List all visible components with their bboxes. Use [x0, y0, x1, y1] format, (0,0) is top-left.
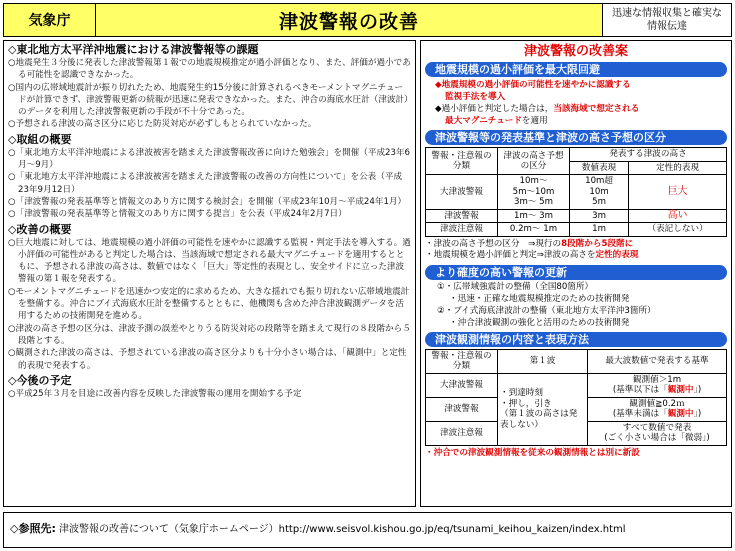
table-cell: 津波注意報 — [426, 223, 498, 237]
table-cell: 津波注意報 — [426, 421, 498, 445]
criteria-note — [425, 239, 727, 262]
reference-footer — [3, 512, 732, 548]
criterion-text: (ごく小さい場合は「微弱」) — [604, 433, 710, 443]
update-item: ・沖合津波観測の強化と活用のための技術開発 — [449, 317, 630, 328]
tagline-line-1: 迅速な情報収集と確実な — [612, 8, 722, 19]
issue-item: ○地震発生３分後に発表した津波警報第１報での地震規模推定が過小評価となり、また、評価が過小である可能性を認識できなかった。 — [8, 58, 411, 81]
table-header: 警報・注意報の分類 — [426, 349, 498, 373]
header-tagline — [603, 4, 731, 36]
improvement-item: ○津波の高さ予想の区分は、津波予測の誤差やとりうる防災対応の段階等を踏まえて現行の８段階から５段階とする。 — [8, 323, 411, 346]
table-cell — [588, 421, 727, 445]
initiative-item: ○「津波警報の発表基準等と情報文のあり方に関する提言」を公表（平成24年2月7日） — [8, 209, 347, 220]
issue-item: ○予想される津波の高さ区分に応じた防災対応が必ずしもとられていなかった。 — [8, 119, 317, 130]
table-cell: 大津波警報 — [426, 175, 498, 210]
max-magnitude-text: 最大マグニチュード — [445, 116, 522, 126]
table-header: 第１波 — [498, 349, 588, 373]
section-issues-heading: ◇東北地方太平洋沖地震における津波警報等の課題 — [8, 43, 259, 56]
tagline-line-2: 情報伝達 — [647, 21, 687, 32]
table-cell: 津波警報 — [426, 397, 498, 421]
table-header: 定性的表現 — [629, 161, 727, 175]
criterion-text: 」) — [693, 385, 702, 395]
section-bar-update: より確度の高い警報の更新 — [425, 265, 727, 280]
table-header: 数値表現 — [570, 161, 629, 175]
monitoring-text: 地震規模の過小評価の可能性を速やかに認識する — [441, 80, 631, 90]
table-header: 津波の高さ予想の区分 — [498, 148, 570, 175]
table-cell: 3m — [570, 209, 629, 223]
agency-name: 気象庁 — [4, 4, 96, 36]
section-bar-criteria: 津波警報等の発表基準と津波の高さ予想の区分 — [425, 130, 727, 145]
page-title: 津波警報の改善 — [96, 4, 603, 36]
reference-label: ◇参照先: — [10, 522, 56, 535]
assumed-area-text: 当該海域で想定される — [553, 104, 640, 114]
table-cell: 10m～ 5m～10m 3m～ 5m — [498, 175, 570, 210]
table-cell: 1m～ 3m — [498, 209, 570, 223]
diamond-bullet-icon: ◆ — [435, 104, 442, 114]
improvement-plan-title: 津波警報の改善案 — [523, 44, 628, 59]
table-header: 最大波数値で発表する基準 — [588, 349, 727, 373]
table-cell — [588, 397, 727, 421]
header — [3, 3, 732, 37]
update-item: ②・ブイ式海底津波計の整備（東北地方太平洋沖3箇所） — [437, 305, 656, 316]
section-improvements-heading: ◇改善の概要 — [8, 222, 72, 236]
section-bar-underestimation: 地震規模の過小評価を最大限回避 — [425, 62, 727, 77]
initiative-item: ○「津波警報の発表基準等と情報文のあり方に関する検討会」を開催（平成23年10月～平成24年1月） — [8, 196, 407, 207]
table-cell — [588, 373, 727, 397]
issue-item: ○国内の広帯域地震計が振り切れたため、地震発生約15分後に計算されるべきモーメントマグニチュードが計算できず、津波警報更新の続報が迅速に発表できなかった。また、沖合の海底水圧計（津波計）のデータを利用した津波警報更新の手段が不十分であった。 — [8, 82, 409, 118]
table-cell: 津波警報 — [426, 209, 498, 223]
update-item: ・迅速・正確な地震規模推定のための技術開発 — [449, 293, 630, 304]
criterion-text: 」) — [693, 409, 702, 419]
criterion-text: (基準未満は「 — [612, 409, 668, 419]
criterion-text: (基準以下は「 — [612, 385, 668, 395]
initiative-item: ○「東北地方太平洋沖地震による津波被害を踏まえた津波警報の改善の方向性について」を公表（平成23年9月12日） — [8, 172, 403, 195]
diamond-bullet-icon: ◆ — [435, 80, 442, 90]
criterion-text: 観測値＞1m — [632, 374, 682, 385]
offshore-note: ・沖合での津波観測情報を従来の観測情報とは別に新設 — [425, 447, 640, 458]
left-panel — [3, 40, 416, 507]
table-cell: 巨大 — [629, 175, 727, 210]
improvement-item: ○モーメントマグニチュードを迅速かつ安定的に求めるため、大きな揺れでも振り切れない広帯域地震計を整備する。沖合にブイ式海底水圧計を整備するとともに、他機関も含めた沖合津波観測データを活用するための技術開発を進める。 — [8, 286, 410, 322]
observing-label: 観測中 — [667, 385, 694, 395]
section-bar-observation: 津波観測情報の内容と表現方法 — [425, 332, 727, 347]
table-cell: ・到達時刻 ・押し，引き （第１波の高さは発表しない） — [498, 373, 588, 445]
criterion-text: すべて数値で発表 — [622, 422, 692, 433]
table-cell: 大津波警報 — [426, 373, 498, 397]
note-emphasis: 定性的表現 — [595, 250, 639, 260]
right-panel — [420, 40, 732, 507]
table-cell: （表記しない） — [629, 223, 727, 237]
monitoring-text-cont: 監視手法を導入 — [445, 92, 506, 102]
underestimation-text: 過小評価と判定した場合は， — [441, 104, 554, 114]
update-block — [425, 280, 727, 329]
reference-link[interactable]: 津波警報の改善について（気象庁ホームページ）http://www.seisvol.kishou.go.jp/eq/tsunami_keihou_kaizen/index.html — [59, 524, 626, 535]
improvement-item: ○巨大地震に対しては、地震規模の過小評価の可能性を速やかに認識する監視・判定手法を導入する。過小評価の可能性があると判定した場合は、当該海域で想定される最大マグニチュードを適用するとともに、予想される津波の高さは、数値ではなく「巨大」等定性的表現とし、安全サイドに立った津波警報の第１報を発表する。 — [8, 237, 411, 285]
table-header: 発表する津波の高さ — [570, 148, 727, 162]
update-item: ①・広帯域強震計の整備（全国80箇所） — [437, 281, 594, 292]
schedule-item: ○平成25年３月を目途に改善内容を反映した津波警報の運用を開始する予定 — [8, 388, 302, 399]
underestimation-block — [425, 77, 727, 127]
observation-table — [425, 349, 727, 446]
section-initiatives-heading: ◇取組の概要 — [8, 132, 72, 146]
apply-text: を適用 — [521, 116, 548, 126]
warning-criteria-table — [425, 147, 727, 237]
table-cell: 高い — [629, 209, 727, 223]
section-schedule-heading: ◇今後の予定 — [8, 373, 72, 387]
initiative-item: ○「東北地方太平洋沖地震による津波被害を踏まえた津波警報改善に向けた勉強会」を開催（平成23年6月～9月） — [8, 147, 411, 171]
table-cell: 0.2m～ 1m — [498, 223, 570, 237]
table-cell: 1m — [570, 223, 629, 237]
note-emphasis: 8段階から5段階に — [561, 238, 634, 249]
table-cell: 10m超 10m 5m — [570, 175, 629, 210]
observing-label: 観測中 — [667, 409, 694, 419]
improvement-item: ○観測された津波の高さは、予想されている津波の高さ区分よりも十分小さい場合は、「観測中」と定性的表現で発表する。 — [8, 348, 407, 371]
table-header: 警報・注意報の分類 — [426, 148, 498, 175]
note-text: ・津波の高さ予想の区分 ⇒現行の — [425, 238, 562, 249]
note-text: ・地震規模を過小評価と判定⇒津波の高さを — [425, 250, 596, 260]
criterion-text: 観測値≧0.2ｍ — [629, 398, 685, 409]
